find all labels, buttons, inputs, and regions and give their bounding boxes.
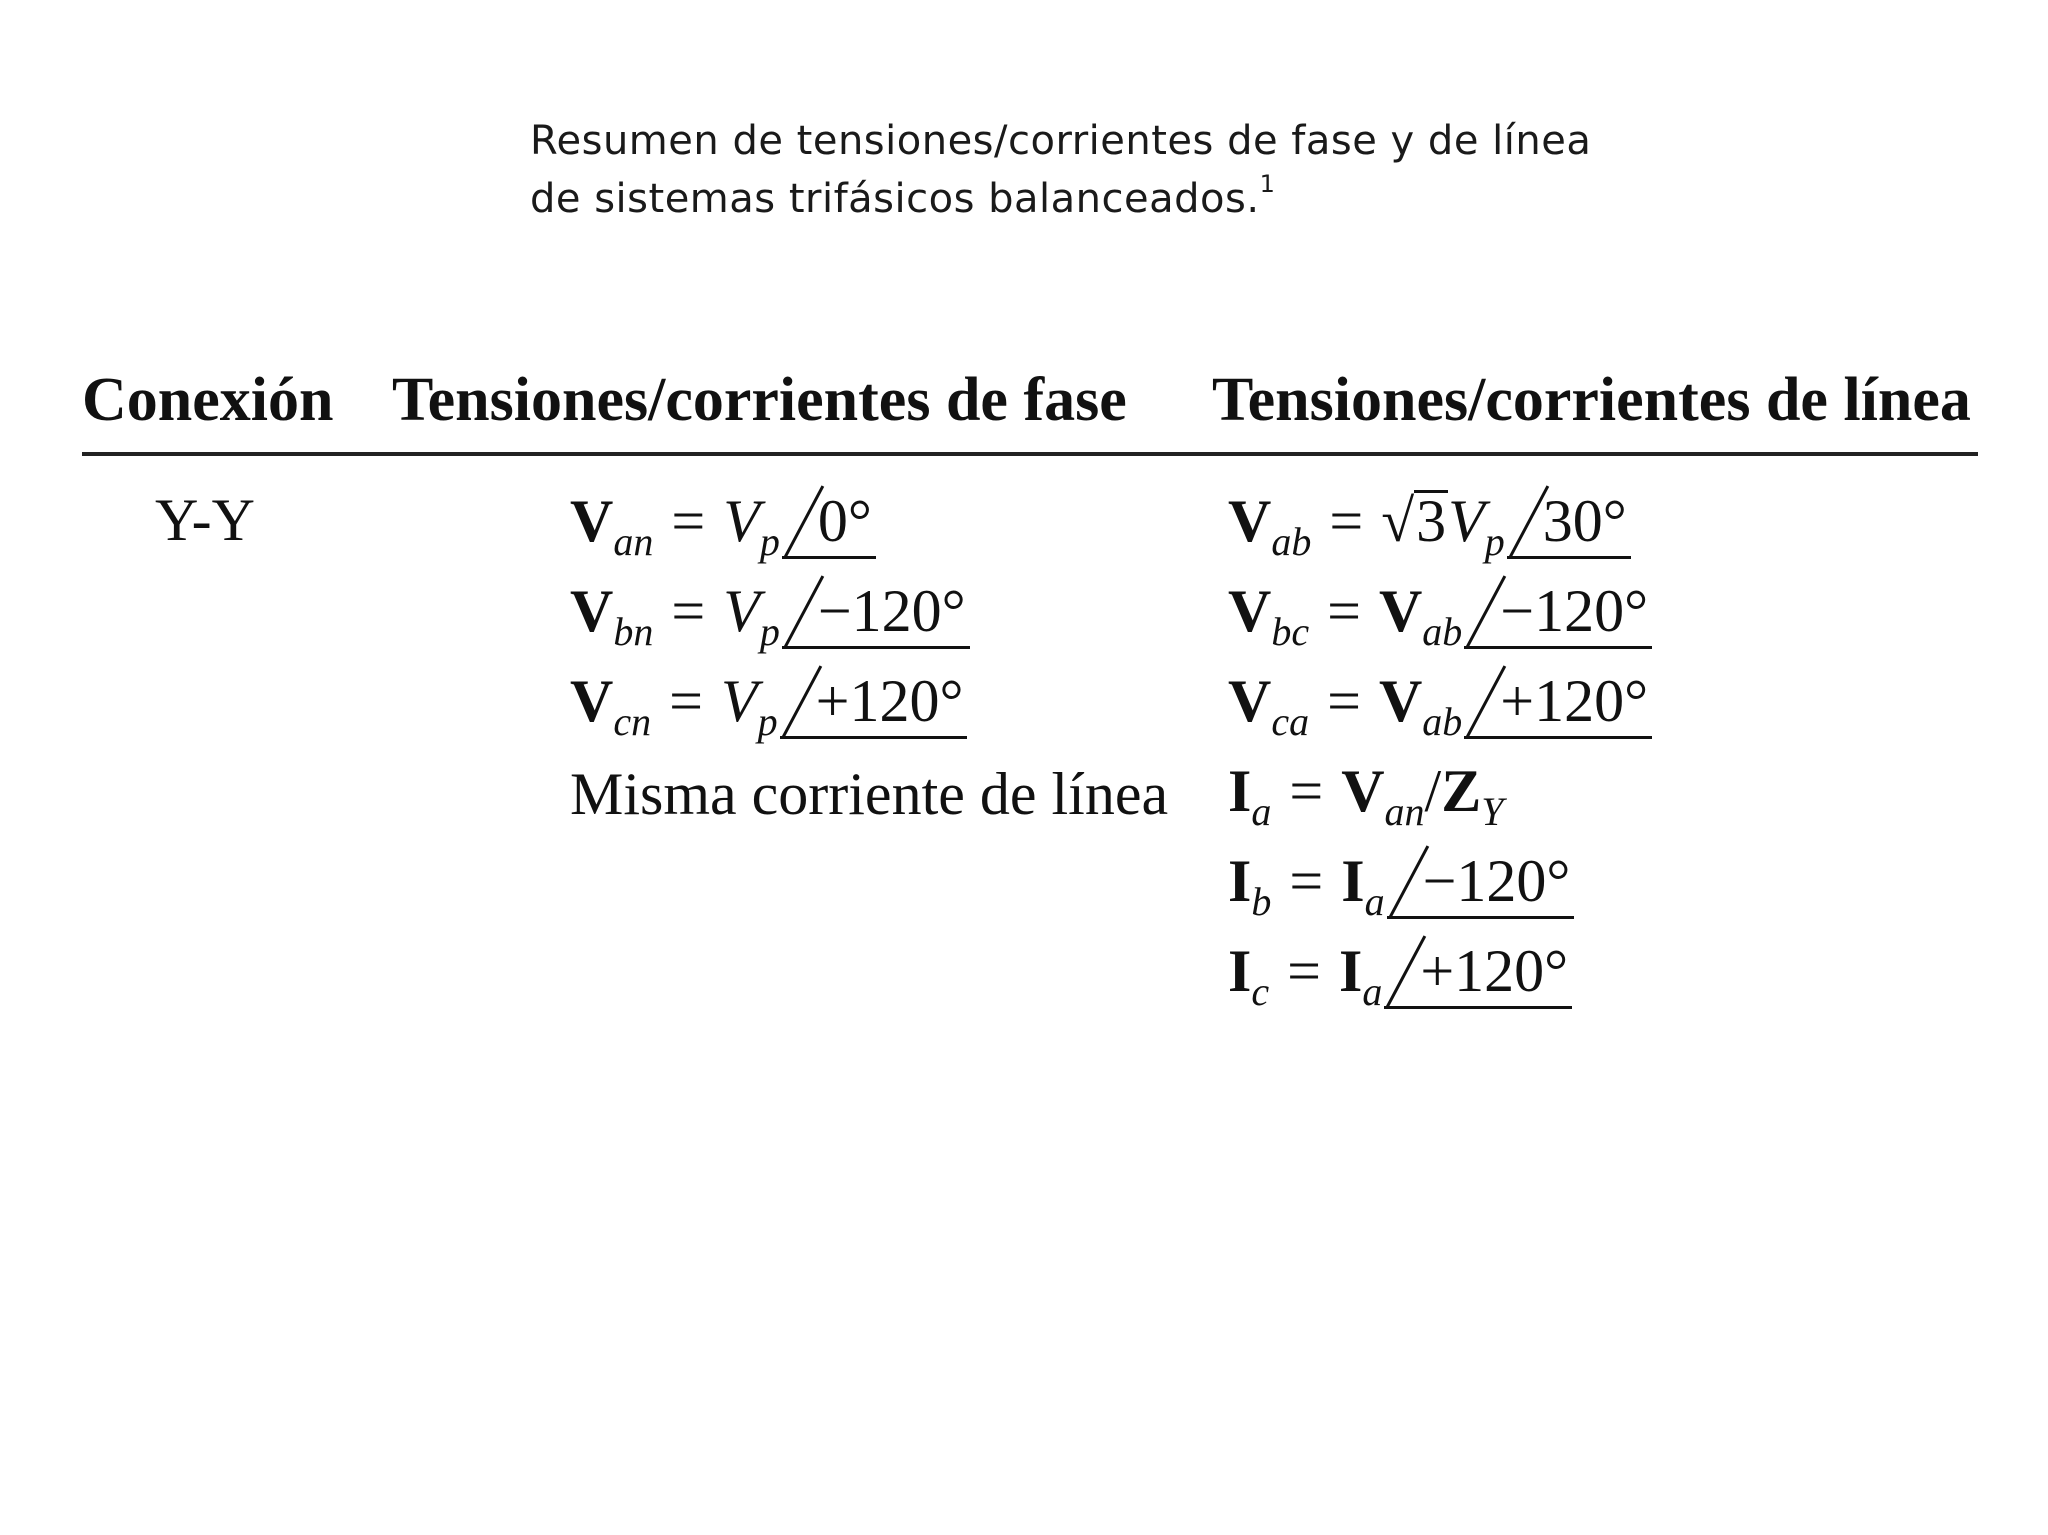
- v-bn-sym: V: [570, 578, 614, 644]
- header-connection: Conexión: [82, 366, 334, 434]
- v-an-rhs-sub: p: [759, 519, 780, 564]
- eq-v-ab: [1228, 486, 1631, 572]
- v-cn-sym: V: [570, 668, 614, 734]
- v-ca-sub: ca: [1271, 699, 1310, 744]
- equals-sign: =: [1329, 488, 1364, 554]
- equals-sign: =: [669, 668, 703, 734]
- v-ca-rhs: V: [1378, 668, 1423, 734]
- eq-i-c: [1228, 936, 1572, 1022]
- connection-yy: Y-Y: [155, 487, 255, 553]
- table-caption: [530, 112, 1730, 228]
- equals-sign: =: [1289, 848, 1324, 914]
- i-b-rhs-sub: a: [1364, 879, 1385, 924]
- i-a-den-sub: Y: [1481, 789, 1504, 834]
- i-c-sym: I: [1228, 938, 1252, 1004]
- v-ca-rhs-sub: ab: [1422, 699, 1463, 744]
- v-an-sym: V: [570, 488, 614, 554]
- eq-i-a: [1228, 756, 1504, 842]
- i-b-rhs: I: [1341, 848, 1365, 914]
- v-cn-sub: cn: [613, 699, 652, 744]
- v-bn-rhs: V: [723, 578, 760, 644]
- header-rule: [82, 452, 1978, 456]
- equals-sign: =: [1287, 938, 1321, 1004]
- v-bn-rhs-sub: p: [759, 609, 780, 654]
- i-a-num-sub: an: [1384, 789, 1425, 834]
- i-b-sym: I: [1228, 848, 1252, 914]
- header-phase: Tensiones/corrientes de fase: [392, 366, 1127, 434]
- eq-v-ca: [1228, 666, 1652, 752]
- v-ab-rhs-sub: p: [1484, 519, 1505, 564]
- v-bc-sub: bc: [1271, 609, 1310, 654]
- i-a-den: Z: [1441, 758, 1482, 824]
- sqrt-arg: 3: [1416, 488, 1447, 554]
- equals-sign: =: [671, 488, 706, 554]
- caption-line-2: [530, 170, 1730, 228]
- v-bc-rhs-sub: ab: [1422, 609, 1463, 654]
- v-ca-sym: V: [1228, 668, 1272, 734]
- eq-v-bn: [570, 576, 970, 662]
- v-bc-sym: V: [1228, 578, 1272, 644]
- eq-v-cn: [570, 666, 967, 752]
- v-bn-angle: −120°: [782, 576, 970, 649]
- sqrt-sign: √: [1381, 488, 1415, 554]
- i-a-num: V: [1341, 758, 1385, 824]
- i-b-angle: −120°: [1387, 846, 1575, 919]
- i-b-sub: b: [1251, 879, 1272, 924]
- caption-line-2-text: de sistemas trifásicos balanceados.: [530, 176, 1260, 222]
- caption-line-1: Resumen de tensiones/corrientes de fase y de línea: [530, 118, 1592, 164]
- v-an-angle: 0°: [782, 486, 876, 559]
- v-an-sub: an: [613, 519, 654, 564]
- phase-note: Misma corriente de línea: [570, 761, 1169, 827]
- sqrt-three: [1381, 486, 1448, 556]
- v-cn-rhs: V: [720, 668, 758, 734]
- v-ab-angle: 30°: [1507, 486, 1631, 559]
- footnote-mark: 1: [1259, 170, 1276, 198]
- i-c-rhs: I: [1338, 938, 1363, 1004]
- i-c-sub: c: [1251, 969, 1270, 1014]
- eq-i-b: [1228, 846, 1574, 932]
- v-an-rhs: V: [723, 488, 760, 554]
- v-ca-angle: +120°: [1464, 666, 1652, 739]
- v-cn-angle: +120°: [780, 666, 968, 739]
- equals-sign: =: [1327, 668, 1361, 734]
- equals-sign: =: [671, 578, 706, 644]
- equals-sign: =: [1327, 578, 1361, 644]
- i-a-sym: I: [1228, 758, 1252, 824]
- v-ab-sym: V: [1228, 488, 1272, 554]
- i-c-angle: +120°: [1384, 936, 1572, 1009]
- eq-v-an: [570, 486, 876, 572]
- v-cn-rhs-sub: p: [757, 699, 778, 744]
- v-bc-angle: −120°: [1464, 576, 1652, 649]
- v-bn-sub: bn: [613, 609, 654, 654]
- v-ab-sub: ab: [1271, 519, 1312, 564]
- v-bc-rhs: V: [1378, 578, 1423, 644]
- header-line: Tensiones/corrientes de línea: [1212, 366, 1971, 434]
- i-a-sub: a: [1251, 789, 1272, 834]
- i-a-slash: /: [1424, 758, 1442, 824]
- eq-v-bc: [1228, 576, 1652, 662]
- v-ab-rhs: V: [1448, 488, 1485, 554]
- equals-sign: =: [1289, 758, 1324, 824]
- i-c-rhs-sub: a: [1362, 969, 1383, 1014]
